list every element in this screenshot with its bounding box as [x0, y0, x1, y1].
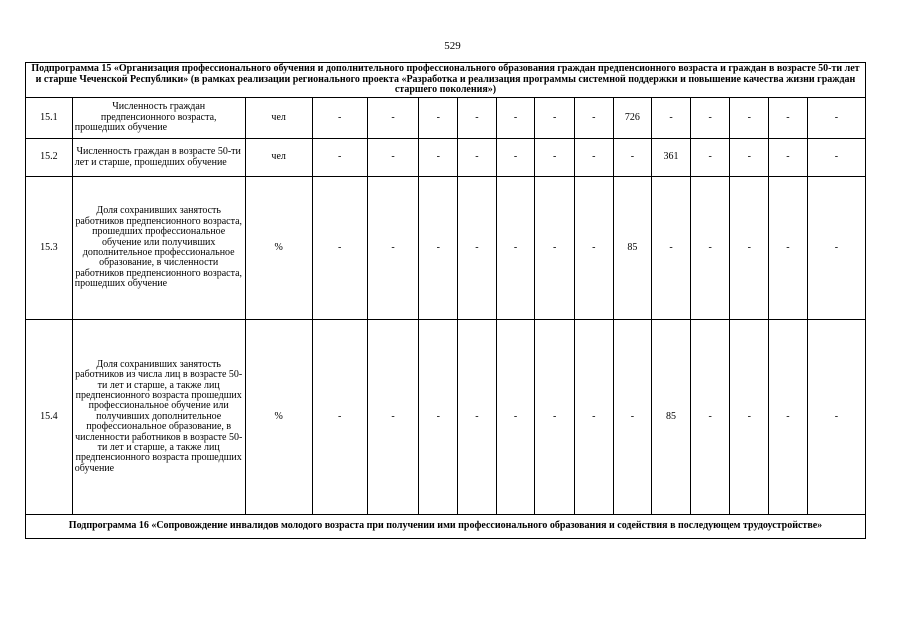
row-value: -: [496, 177, 535, 320]
row-unit: %: [245, 177, 312, 320]
row-value: -: [690, 320, 730, 515]
row-value: -: [730, 139, 769, 177]
row-value: -: [367, 139, 419, 177]
row-value: -: [807, 98, 865, 139]
row-value: -: [535, 98, 575, 139]
row-code: 15.3: [26, 177, 73, 320]
row-value: -: [690, 177, 730, 320]
row-value: -: [419, 98, 458, 139]
row-value: -: [574, 98, 613, 139]
row-value: -: [458, 98, 497, 139]
row-value: 361: [652, 139, 691, 177]
row-value: -: [496, 139, 535, 177]
row-value: -: [652, 98, 691, 139]
row-value: -: [312, 320, 367, 515]
row-unit: чел: [245, 98, 312, 139]
row-value: -: [419, 320, 458, 515]
row-value: -: [458, 177, 497, 320]
row-name: Доля сохранивших занятость работников из числа лиц в возрасте 50-ти лет и старше, а также лиц предпенсионного возраста прошедших профессиональное обучение или получивших дополнительное профессиональное образование, в численности работников в возрасте 50-ти лет и старше, а также лиц предпенсионного возраста прошедших обучение: [72, 320, 245, 515]
row-unit: чел: [245, 139, 312, 177]
subprogram-16-header-row: [26, 515, 866, 539]
row-value: 85: [613, 177, 652, 320]
row-value: 85: [652, 320, 691, 515]
row-name: Численность граждан предпенсионного возраста, прошедших обучение: [72, 98, 245, 139]
row-value: -: [535, 139, 575, 177]
subprogram-15-header: Подпрограмма 15 «Организация профессионального обучения и дополнительного профессионального образования граждан предпенсионного возраста и граждан в возрасте 50-ти лет и старше Чеченской Республики» (в рамках реализации регионального проекта «Разработка и реализация программы системной поддержки и повышение качества жизни граждан старшего поколения»): [26, 63, 866, 98]
row-value: -: [535, 177, 575, 320]
row-value: -: [574, 139, 613, 177]
row-code: 15.2: [26, 139, 73, 177]
row-value: -: [807, 320, 865, 515]
row-value: -: [419, 139, 458, 177]
row-name: Доля сохранивших занятость работников предпенсионного возраста, прошедших профессиональное обучение или получивших дополнительное профессиональное образование, в численности работников предпенсионного возраста, прошедших обучение: [72, 177, 245, 320]
row-value: -: [690, 139, 730, 177]
row-value: -: [419, 177, 458, 320]
row-unit: %: [245, 320, 312, 515]
row-value: -: [613, 139, 652, 177]
row-value: -: [652, 177, 691, 320]
table-row: [26, 177, 866, 320]
row-name: Численность граждан в возрасте 50-ти лет и старше, прошедших обучение: [72, 139, 245, 177]
row-value: -: [496, 98, 535, 139]
row-value: -: [574, 320, 613, 515]
row-value: -: [367, 320, 419, 515]
row-value: -: [730, 320, 769, 515]
row-value: -: [769, 98, 808, 139]
subprogram-15-header-row: [26, 63, 866, 98]
row-value: -: [458, 139, 497, 177]
row-value: -: [367, 177, 419, 320]
row-value: -: [535, 320, 575, 515]
row-value: -: [458, 320, 497, 515]
row-value: -: [769, 139, 808, 177]
row-value: -: [613, 320, 652, 515]
row-value: -: [730, 177, 769, 320]
row-value: -: [312, 177, 367, 320]
row-value: -: [496, 320, 535, 515]
row-value: -: [769, 320, 808, 515]
row-code: 15.1: [26, 98, 73, 139]
row-value: -: [367, 98, 419, 139]
row-value: -: [769, 177, 808, 320]
table-row: [26, 98, 866, 139]
row-value: -: [690, 98, 730, 139]
indicators-table: [25, 62, 866, 539]
row-value: -: [807, 177, 865, 320]
table-row: [26, 139, 866, 177]
row-code: 15.4: [26, 320, 73, 515]
row-value: -: [312, 139, 367, 177]
row-value: -: [730, 98, 769, 139]
page-number: 529: [444, 40, 461, 52]
row-value: -: [574, 177, 613, 320]
row-value: 726: [613, 98, 652, 139]
row-value: -: [312, 98, 367, 139]
row-value: -: [807, 139, 865, 177]
table-row: [26, 320, 866, 515]
subprogram-16-header: Подпрограмма 16 «Сопровождение инвалидов молодого возраста при получении ими профессионального образования и содействия в последующем трудоустройстве»: [26, 515, 866, 539]
